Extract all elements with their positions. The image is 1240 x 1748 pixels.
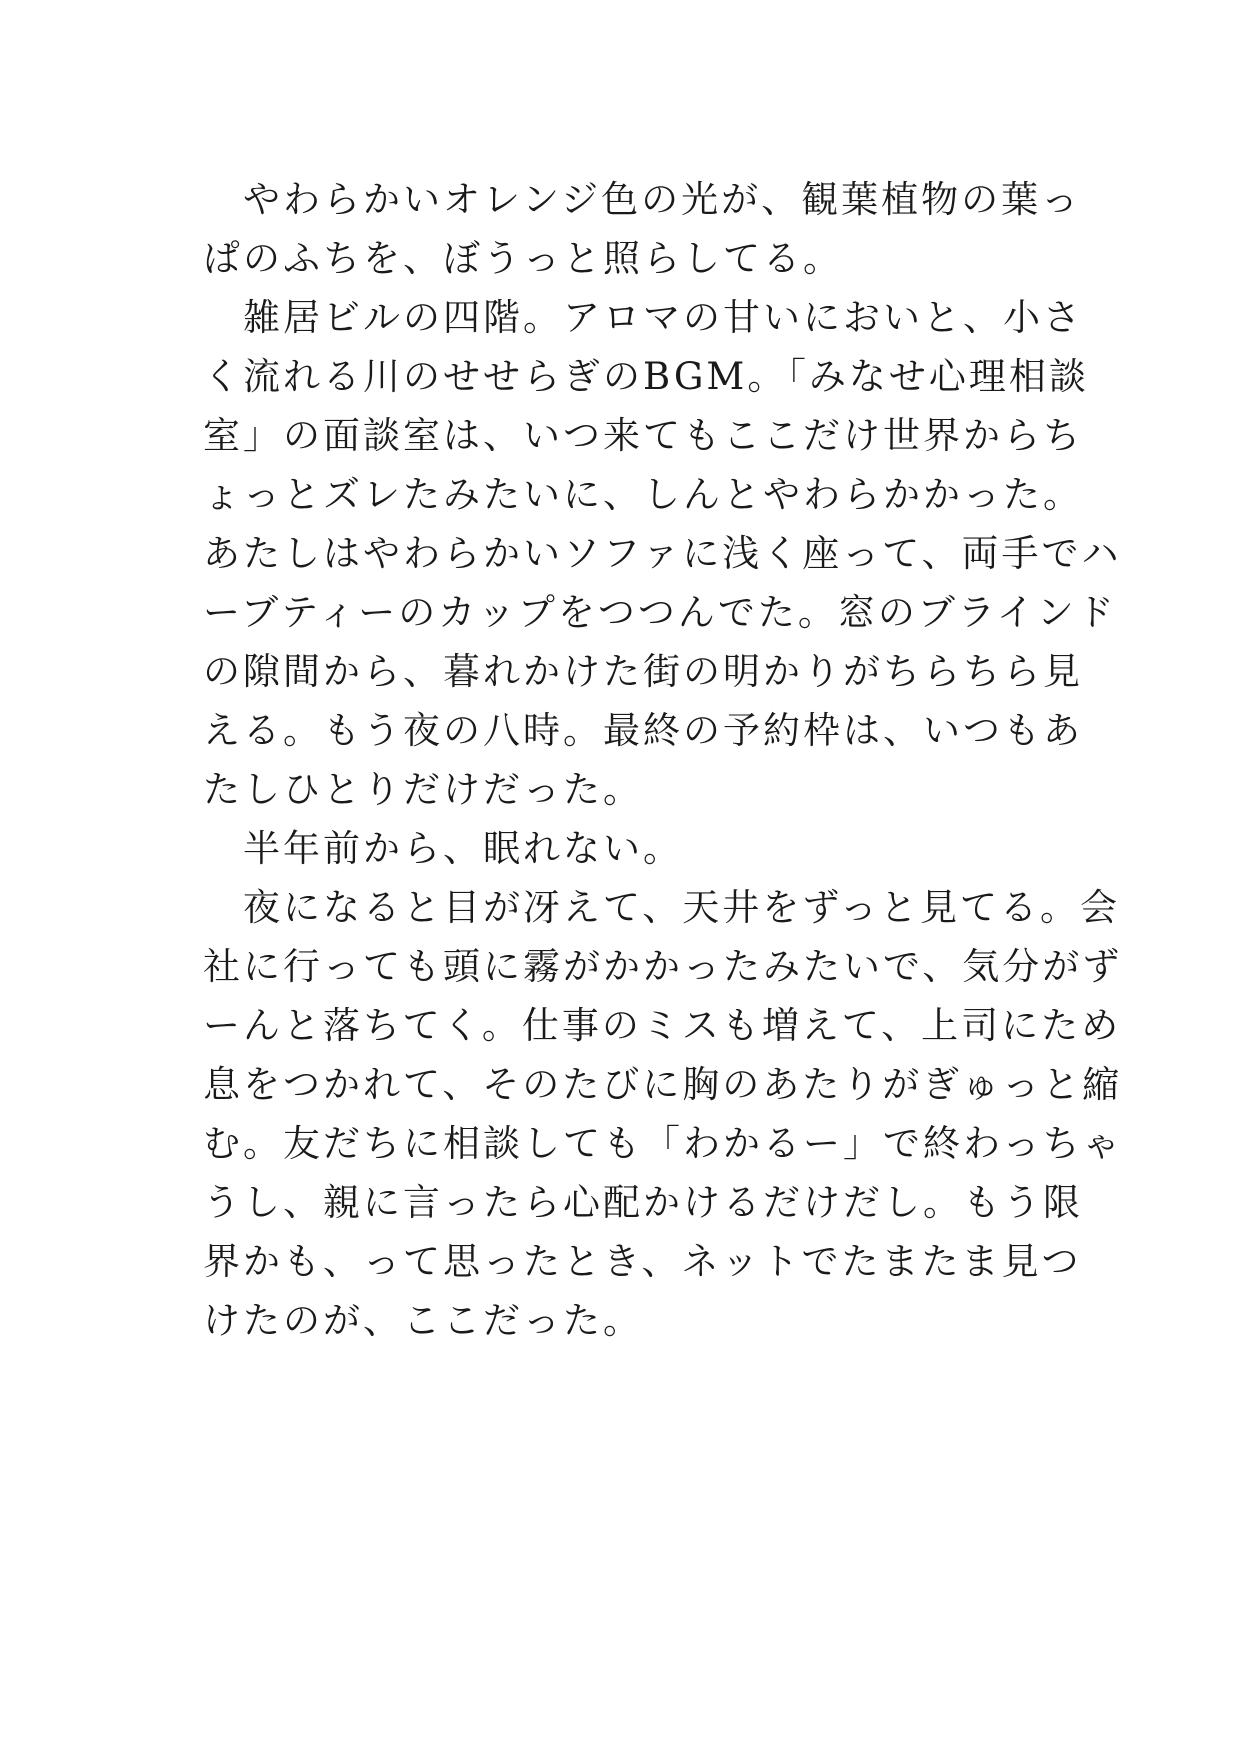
text-line: たしひとりだけだった。 (203, 768, 643, 811)
text-line: の隙間から、暮れかけた街の明かりがちらちら見 (203, 650, 1083, 693)
text-line: 社に行っても頭に霧がかかったみたいで、気分がず (203, 945, 1123, 988)
text-line: けたのが、ここだった。 (203, 1299, 643, 1342)
text-line: 界かも、って思ったとき、ネットでたまたま見つ (203, 1240, 1082, 1283)
paragraph-4 (203, 878, 1123, 1350)
text-line: む。友だちに相談しても「わかるー」で終わっちゃ (203, 1122, 1123, 1165)
text-line: 夜になると目が冴えて、天井をずっと見てる。会 (203, 886, 1121, 929)
text-line: 半年前から、眠れない。 (203, 827, 683, 870)
text-line: あたしはやわらかいソファに浅く座って、両手でハ (203, 532, 1122, 575)
text-line: やわらかいオレンジ色の光が、観葉植物の葉っ (203, 178, 1082, 221)
paragraph-3 (203, 819, 1053, 878)
text-line: ょっとズレたみたいに、しんとやわらかかった。 (203, 473, 1083, 516)
text-line: ーんと落ちてく。仕事のミスも増えて、上司にため (203, 1004, 1122, 1047)
paragraph-1 (203, 170, 1082, 288)
text-line: 室」の面談室は、いつ来てもここだけ世界からち (203, 414, 1083, 457)
text-line: 雑居ビルの四階。アロマの甘いにおいと、小さ (203, 296, 1083, 339)
text-line: ーブティーのカップをつつんでた。窓のブラインド (203, 591, 1117, 634)
text-line: うし、親に言ったら心配かけるだけだし。もう限 (203, 1181, 1083, 1224)
paragraph-2 (203, 288, 1122, 819)
text-line: える。もう夜の八時。最終の予約枠は、いつもあ (203, 709, 1083, 752)
text-line: く流れる川のせせらぎのBGM。「みなせ心理相談 (203, 355, 1089, 398)
body-text (203, 170, 1123, 1350)
text-line: ぱのふちを、ぼうっと照らしてる。 (203, 237, 843, 280)
text-line: 息をつかれて、そのたびに胸のあたりがぎゅっと縮 (203, 1063, 1123, 1106)
